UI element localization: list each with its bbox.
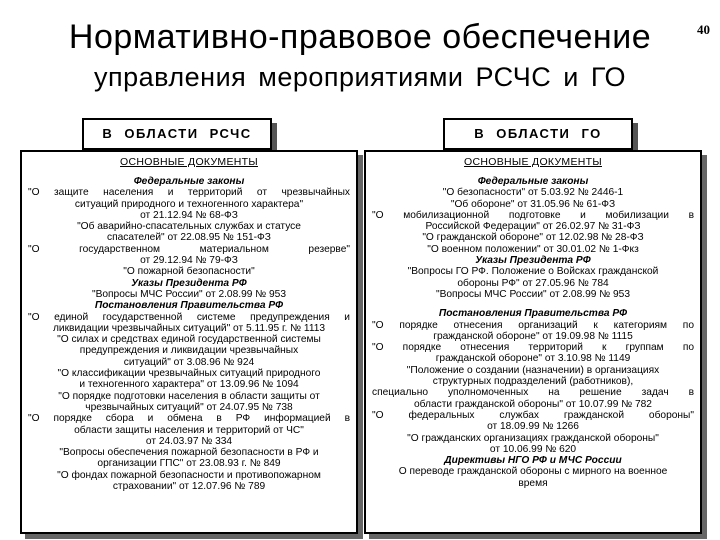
document-line: "Положение о создании (назначении) в организациях: [406, 364, 660, 376]
document-line: специально уполномоченных на решение задач в: [372, 387, 694, 399]
document-line: "О порядке подготовки населения в области защиты от: [58, 390, 320, 402]
document-line: "Об аварийно-спасательных службах и статусе: [77, 221, 301, 233]
document-line: и техногенного характера" от 13.09.96 № 1094: [79, 379, 299, 391]
slide-subtitle: управления мероприятиями РСЧС и ГО: [94, 62, 626, 92]
document-line: "О единой государственной системе предупреждения и: [28, 311, 350, 323]
section-heading: Постановления Правительства РФ: [438, 308, 628, 320]
document-line: от 21.12.94 № 68-ФЗ: [140, 209, 238, 221]
document-line: "О порядке сбора и обмена в РФ информацией в: [28, 413, 350, 425]
page-number: 40: [697, 22, 710, 37]
document-line: организации ГПС" от 23.08.93 г. № 849: [97, 458, 281, 470]
document-line: Российской Федерации" от 26.02.97 № 31-ФЗ: [425, 221, 641, 233]
left-documents-panel: [20, 150, 358, 534]
left-documents-list: [28, 176, 350, 492]
document-line: страховании" от 12.07.96 № 789: [112, 481, 266, 493]
document-line: гражданской обороне" от 3.10.98 № 1149: [435, 353, 631, 365]
document-line: "Вопросы обеспечения пожарной безопасности в РФ и: [59, 447, 319, 459]
document-line: "О порядке отнесения территорий к группам по: [372, 342, 694, 354]
section-heading: Федеральные законы: [133, 176, 245, 187]
document-line: от 24.03.97 № 334: [145, 435, 233, 447]
left-column-header: В ОБЛАСТИ РСЧС: [82, 118, 272, 150]
document-line: ликвидации чрезвычайных ситуаций" от 5.11.95 г. № 1113: [52, 322, 326, 334]
document-line: ситуаций природного и техногенного характера": [74, 198, 304, 210]
document-line: "О гражданских организациях гражданской обороны": [407, 432, 659, 444]
document-line: "О пожарной безопасности": [123, 266, 255, 278]
document-line: обороны РФ" от 27.05.96 № 784: [457, 277, 609, 289]
document-line: "О фондах пожарной безопасности и противопожарном: [57, 469, 321, 481]
document-line: "О порядке отнесения организаций к категориям по: [372, 319, 694, 331]
section-heading: Директивы НГО РФ и МЧС России: [444, 455, 622, 467]
document-line: "О безопасности" от 5.03.92 № 2446-1: [442, 187, 624, 199]
document-line: "О защите населения и территорий от чрезвычайных: [28, 187, 350, 199]
document-line: чрезвычайных ситуаций" от 24.07.95 № 738: [85, 401, 293, 413]
section-heading: Указы Президента РФ: [131, 277, 247, 289]
document-line: гражданской обороне" от 19.09.98 № 1115: [433, 330, 633, 342]
document-line: области защиты населения и территорий от ЧС": [74, 424, 304, 436]
document-line: от 29.12.94 № 79-ФЗ: [140, 255, 238, 267]
document-line: от 18.09.99 № 1266: [487, 421, 579, 433]
document-line: спасателей" от 22.08.95 № 151-ФЗ: [107, 232, 271, 244]
right-documents-panel: [364, 150, 702, 534]
document-line: "О гражданской обороне" от 12.02.98 № 28-ФЗ: [422, 232, 644, 244]
slide-title: Нормативно-правовое обеспечение: [68, 18, 652, 56]
right-documents-subheader: ОСНОВНЫЕ ДОКУМЕНТЫ: [464, 156, 602, 168]
document-line: "О мобилизационной подготовке и мобилизации в: [372, 209, 694, 221]
document-line: "Вопросы МЧС России" от 2.08.99 № 953: [91, 288, 287, 300]
document-line: "Вопросы МЧС России" от 2.08.99 № 953: [435, 288, 631, 300]
document-line: "О федеральных службах гражданской обороны": [372, 409, 694, 421]
document-line: "О государственном материальном резерве": [28, 243, 350, 255]
document-line: области гражданской обороны" от 10.07.99 № 782: [414, 398, 652, 410]
document-line: "О классификации чрезвычайных ситуаций природного: [57, 368, 321, 380]
document-line: О переводе гражданской обороны с мирного на военное: [398, 466, 668, 478]
document-line: предупреждения и ликвидации чрезвычайных: [79, 345, 299, 357]
document-line: от 10.06.99 № 620: [489, 443, 577, 455]
section-heading: Федеральные законы: [477, 176, 589, 187]
section-heading: Постановления Правительства РФ: [94, 300, 284, 312]
document-line: "Вопросы ГО РФ. Положение о Войсках гражданской: [407, 266, 659, 278]
left-documents-subheader: ОСНОВНЫЕ ДОКУМЕНТЫ: [120, 156, 258, 168]
right-column-header: В ОБЛАСТИ ГО: [443, 118, 633, 150]
document-line: "О силах и средствах единой государственной системы: [57, 334, 321, 346]
document-line: структурных подразделений (работников),: [432, 376, 634, 388]
section-heading: Указы Президента РФ: [475, 255, 591, 267]
document-line: "Об обороне" от 31.05.96 № 61-ФЗ: [450, 198, 616, 210]
document-line: ситуаций" от 3.08.96 № 924: [123, 356, 255, 368]
document-line: время: [518, 477, 548, 489]
document-line: "О военном положении" от 30.01.02 № 1-Фкз: [427, 243, 639, 255]
right-documents-list: [372, 176, 694, 489]
